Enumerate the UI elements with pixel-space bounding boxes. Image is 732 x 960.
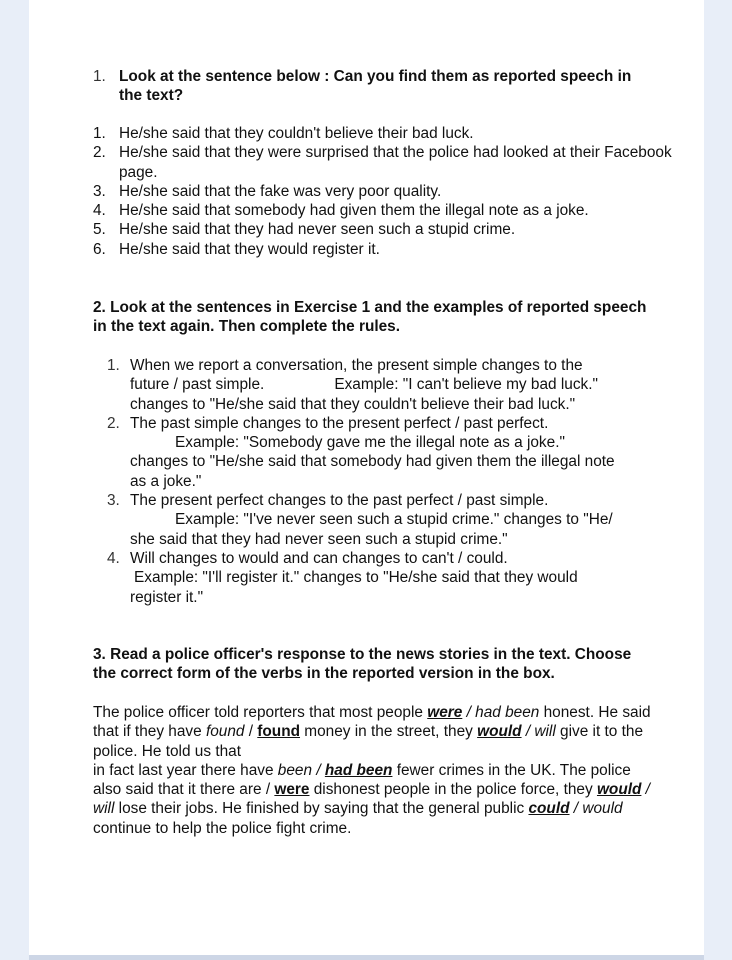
exercise-2-heading: 2. Look at the sentences in Exercise 1 and the examples of reported speech in the text again. Then complete the rules.: [93, 299, 647, 336]
exercise-1-heading: [93, 67, 653, 106]
answer-choice: would: [596, 781, 642, 799]
list-item: 6. He/she said that they would register it.: [93, 240, 380, 258]
list-item: 5. He/she said that they had never seen such a stupid crime.: [93, 221, 516, 239]
list-item: 4. He/she said that somebody had given them the illegal note as a joke.: [93, 202, 589, 220]
answer-choice: would: [477, 723, 522, 741]
exercise-3-heading: 3. Read a police officer's response to the news stories in the text. Choose the correct form of the verbs in the reported version in the box.: [93, 646, 632, 683]
list-item: 4. Will changes to would and can changes to can't / could. Example: "I'll register it." changes to "He/she said that they would register it.": [107, 549, 578, 606]
list-item: 1. When we report a conversation, the present simple changes to the future / past simple. Example: "I can't believe my bad luck." changes to "He/she said that they couldn't believe their bad luck.": [107, 357, 598, 413]
answer-choice: could: [528, 800, 570, 818]
page-edge: [29, 955, 704, 960]
list-item: 2. The past simple changes to the present perfect / past perfect. Example: "Somebody gave me the illegal note as a joke." changes to "He/she said that somebody had given them the illegal note as a joke.": [107, 414, 615, 490]
exercise-1-number: 1.: [93, 68, 106, 85]
list-item: 3. He/she said that the fake was very poor quality.: [93, 182, 442, 200]
list-item: 2. He/she said that they were surprised that the police had looked at their Facebook page.: [93, 144, 672, 181]
answer-choice: were: [274, 781, 310, 799]
answer-choice: found: [257, 723, 301, 741]
answer-choice: had been: [324, 761, 393, 779]
exercise-3-paragraph: The police officer told reporters that most people were / had been honest. He said that if they have found / found money in the street, they would / will give it to the police. He told us that in fact last year there have been / had been fewer crimes in the UK. The police also said that it there are / were dishonest people in the police force, they would / will lose their jobs. He finished by saying that the general public could / would continue to help the police fight crime.: [93, 704, 651, 837]
exercise-1-sentence-list: [93, 124, 673, 259]
list-item: 3. The present perfect changes to the past perfect / past simple. Example: "I've never seen such a stupid crime." changes to "He/ she said that they had never seen such a stupid crime.": [107, 492, 613, 548]
list-item: 1. He/she said that they couldn't believe their bad luck.: [93, 125, 474, 142]
answer-choice: were: [427, 704, 463, 721]
exercise-1-heading-text: Look at the sentence below : Can you find them as reported speech in the text?: [119, 68, 632, 105]
exercise-2-rules-list: [107, 356, 667, 607]
document-page: [29, 0, 704, 955]
